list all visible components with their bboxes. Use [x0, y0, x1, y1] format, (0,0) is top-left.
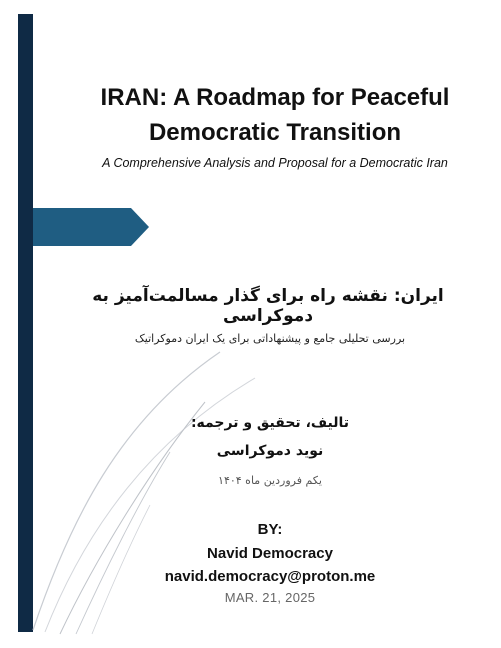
- sidebar-bar: [18, 14, 33, 632]
- persian-subtitle: بررسی تحلیلی جامع و پیشنهاداتی برای یک ایران دموکراتیک: [134, 332, 406, 345]
- by-label: BY:: [257, 521, 283, 538]
- author-email: navid.democracy@proton.me: [164, 568, 376, 585]
- arrow-banner: [33, 208, 149, 246]
- page-subtitle: A Comprehensive Analysis and Proposal for a Democratic Iran: [102, 156, 448, 170]
- title-line-1: IRAN: A Roadmap for Peaceful: [100, 84, 450, 111]
- author-name: Navid Democracy: [207, 545, 333, 562]
- persian-date: یکم فروردین ماه ۱۴۰۴: [218, 474, 322, 487]
- persian-title: ایران: نقشه راه برای گذار مسالمت‌آمیز به دموکراسی: [92, 286, 444, 326]
- persian-author-name: نوید دموکراسی: [216, 443, 324, 459]
- title-line-2: Democratic Transition: [148, 119, 402, 146]
- publication-date: MAR. 21, 2025: [224, 590, 316, 605]
- page-title: [90, 80, 460, 150]
- persian-author-label: تالیف، تحقیق و ترجمه:: [190, 415, 350, 431]
